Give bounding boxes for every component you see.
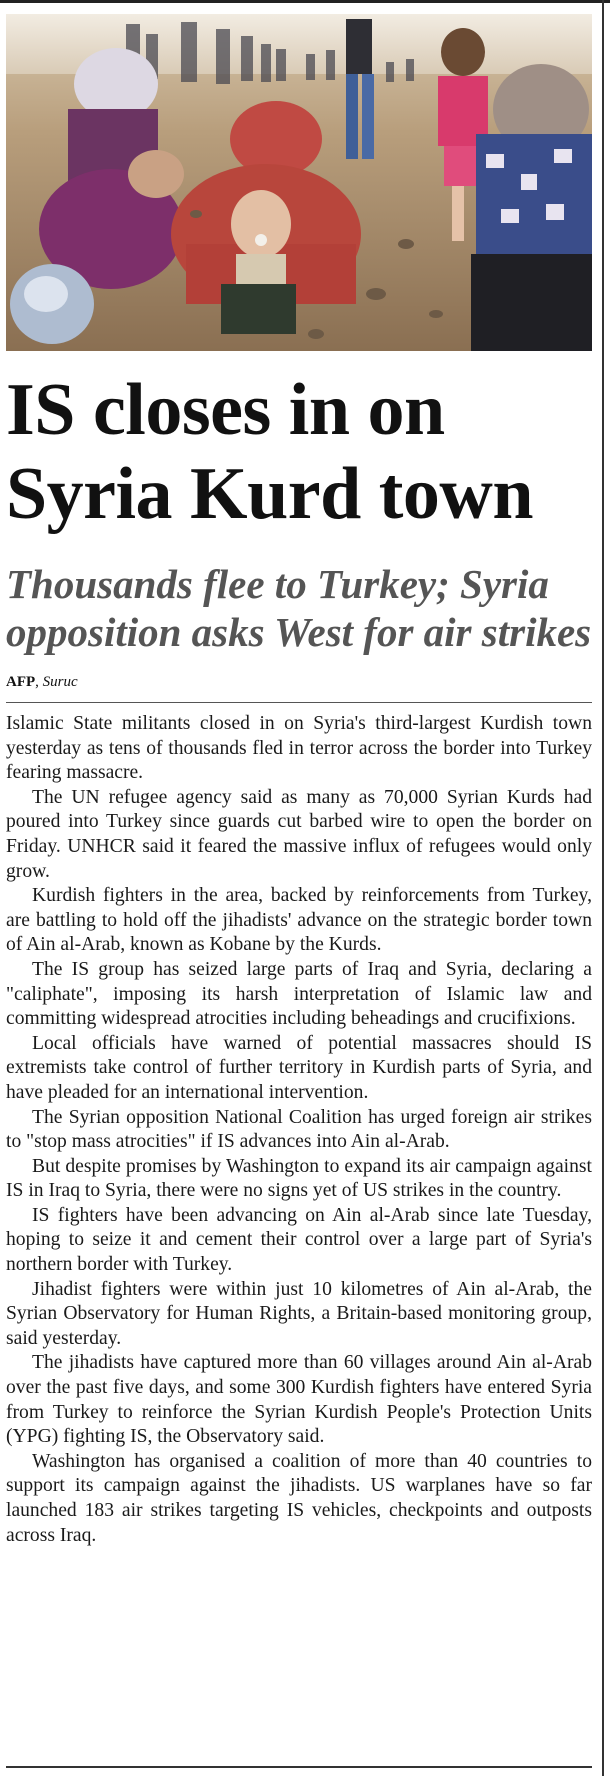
article-paragraph: Washington has organised a coalition of more than 40 countries to support its campaign against the jihadists. US warplanes have so far launched 183 air strikes targeting IS vehicles, checkpoints and outposts across Iraq. [6,1450,592,1546]
column-rule [602,0,604,1776]
bottom-rule [6,1766,592,1768]
article-paragraph: Local officials have warned of potential massacres should IS extremists take control of further territory in Kurdish parts of Syria, and have pleaded for an international intervention. [6,1032,592,1103]
article-body [6,712,592,1548]
subheadline: Thousands flee to Turkey; Syria opposition asks West for air strikes [6,561,592,655]
byline-agency: AFP [6,674,36,690]
article-paragraph: Jihadist fighters were within just 10 kilometres of Ain al-Arab, the Syrian Observatory for Human Rights, a Britain-based monitoring group, said yesterday. [6,1278,592,1349]
byline-rule [6,702,592,703]
top-rule [0,0,610,3]
article-paragraph: The jihadists have captured more than 60 villages around Ain al-Arab over the past five days, and some 300 Kurdish fighters have entered Syria from Turkey to reinforce the Syrian Kurdish People's Protection Units (YPG) fighting IS, the Observatory said. [6,1352,592,1448]
article-paragraph: Islamic State militants closed in on Syria's third-largest Kurdish town yesterday as tens of thousands fled in terror across the border into Turkey fearing massacre. [6,713,592,784]
article-paragraph: The IS group has seized large parts of Iraq and Syria, declaring a "caliphate", imposing its harsh interpretation of Islamic law and committing widespread atrocities including beheadings and crucifixions. [6,958,592,1030]
article-paragraph: But despite promises by Washington to expand its air campaign against IS in Iraq to Syria, there were no signs yet of US strikes in the country. [6,1155,592,1202]
refugee-photo [6,14,592,351]
byline-place: Suruc [42,674,78,690]
article-paragraph: Kurdish fighters in the area, backed by reinforcements from Turkey, are battling to hold off the jihadists' advance on the strategic border town of Ain al-Arab, known as Kobane by the Kurds. [6,885,592,956]
headline: IS closes in on Syria Kurd town [6,369,534,535]
article-paragraph: The UN refugee agency said as many as 70,000 Syrian Kurds had poured into Turkey since guards cut barbed wire to open the border on Friday. UNHCR said it feared the massive influx of refugees would only grow. [6,786,592,882]
byline [6,674,78,691]
refugee-photo-illustration [6,14,592,351]
article-paragraph: The Syrian opposition National Coalition has urged foreign air strikes to "stop mass atrocities" if IS advances into Ain al-Arab. [6,1106,592,1153]
article-paragraph: IS fighters have been advancing on Ain al-Arab since late Tuesday, hoping to seize it and cement their control over a large part of Syria's northern border with Turkey. [6,1204,592,1276]
byline-separator: , [35,674,43,690]
